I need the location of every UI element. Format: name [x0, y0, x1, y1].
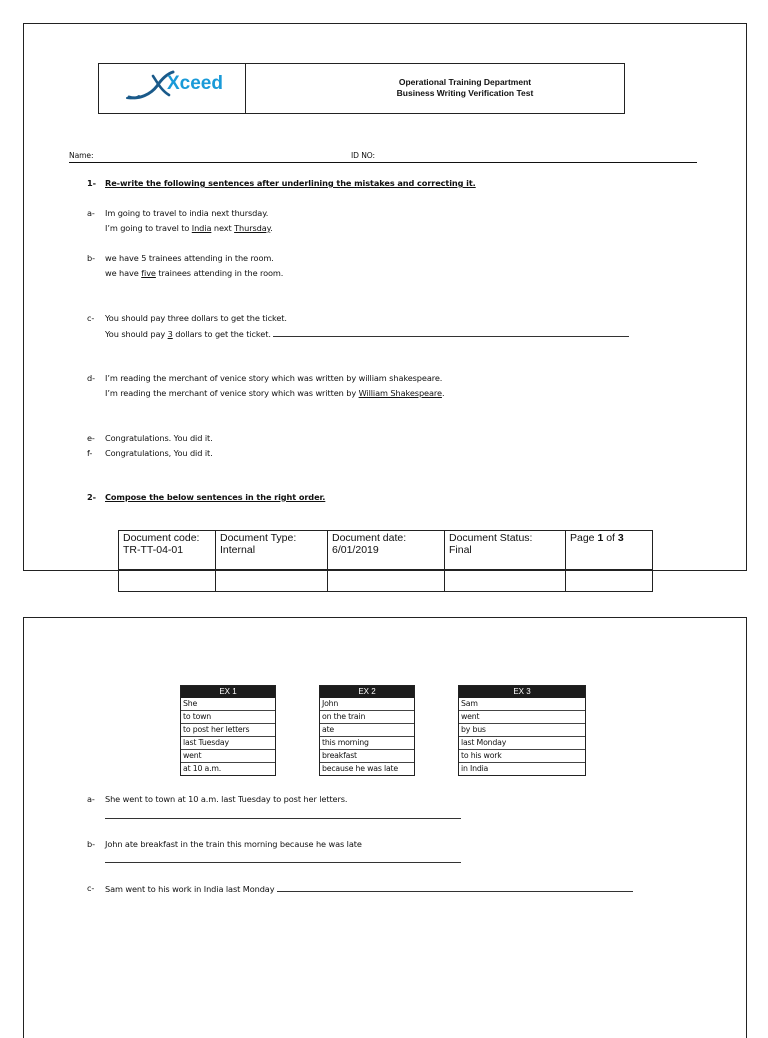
exercise-row: this morning	[320, 736, 414, 749]
exercise-row: Sam	[461, 699, 478, 708]
exercise-box-2	[319, 685, 415, 776]
exercise-row: on the train	[320, 710, 414, 723]
answer-b-line	[105, 862, 461, 863]
answer-b-text: John ate breakfast in the train this morning because he was late	[105, 839, 362, 849]
item-b-marker: b-	[87, 253, 95, 263]
exercise-row: last Monday	[459, 736, 585, 749]
document-info-table	[118, 530, 653, 592]
exercise-row: She	[183, 699, 198, 708]
item-b-original: we have 5 trainees attending in the room.	[105, 253, 274, 263]
exercise-row: ate	[320, 723, 414, 736]
exercise-row: in India	[459, 762, 585, 775]
document-header	[98, 63, 625, 114]
answer-line	[277, 883, 633, 892]
logo-text: Xceed	[167, 73, 223, 94]
item-a-original: Im going to travel to india next thursday.	[105, 208, 269, 218]
item-f-marker: f-	[87, 448, 93, 458]
department-name: Operational Training Department	[398, 77, 532, 87]
item-b-corrected: we have five trainees attending in the room.	[105, 268, 284, 278]
exercise-row: at 10 a.m.	[181, 762, 275, 775]
exercise-title: EX 1	[181, 686, 275, 698]
exercise-row: went	[459, 710, 585, 723]
answer-a-text: She went to town at 10 a.m. last Tuesday to post her letters.	[105, 794, 348, 804]
item-e-marker: e-	[87, 433, 95, 443]
empty-cell	[119, 570, 216, 592]
section-2-number: 2-	[87, 492, 96, 502]
exercise-row: breakfast	[320, 749, 414, 762]
test-name: Business Writing Verification Test	[396, 88, 534, 98]
id-label: ID NO:	[351, 151, 375, 160]
header-divider	[69, 162, 697, 163]
exercise-box-3	[458, 685, 586, 776]
item-c-original: You should pay three dollars to get the ticket.	[105, 313, 287, 323]
item-d-marker: d-	[87, 373, 95, 383]
item-a-corrected: I’m going to travel to India next Thursday.	[105, 223, 273, 233]
exercise-row: John	[322, 699, 339, 708]
exercise-row: because he was late	[320, 762, 414, 775]
item-c-marker: c-	[87, 313, 95, 323]
item-a-marker: a-	[87, 208, 95, 218]
company-logo	[99, 64, 246, 113]
department-title	[246, 64, 624, 113]
document-page-2	[23, 617, 747, 1038]
doc-status-cell: Document Status: Final	[445, 531, 566, 570]
empty-cell	[328, 570, 445, 592]
item-d-corrected: I’m reading the merchant of venice story which was written by William Shakespeare.	[105, 388, 445, 398]
item-c-corrected: You should pay 3 dollars to get the ticket.	[105, 328, 629, 339]
exercise-row: last Tuesday	[181, 736, 275, 749]
exercise-title: EX 3	[459, 686, 585, 698]
doc-date-cell: Document date: 6/01/2019	[328, 531, 445, 570]
exercise-title: EX 2	[320, 686, 414, 698]
answer-c-marker: c-	[87, 883, 95, 893]
exercise-row: went	[181, 749, 275, 762]
page-number-cell: Page 1 of 3	[566, 531, 653, 570]
doc-code-cell: Document code: TR-TT-04-01	[119, 531, 216, 570]
exercise-row: by bus	[459, 723, 585, 736]
name-label: Name:	[69, 151, 94, 160]
exercise-row: to his work	[459, 749, 585, 762]
empty-cell	[216, 570, 328, 592]
answer-b-marker: b-	[87, 839, 95, 849]
exercise-box-1	[180, 685, 276, 776]
doc-type-cell: Document Type: Internal	[216, 531, 328, 570]
answer-a-marker: a-	[87, 794, 95, 804]
empty-cell	[445, 570, 566, 592]
answer-c-text: Sam went to his work in India last Monday	[105, 883, 633, 894]
xceed-logo-icon	[99, 64, 245, 113]
section-1-number: 1-	[87, 178, 96, 188]
section-2-title: Compose the below sentences in the right order.	[105, 492, 326, 502]
answer-a-line	[105, 818, 461, 819]
item-e-text: Congratulations. You did it.	[105, 433, 213, 443]
item-d-original: I’m reading the merchant of venice story which was written by william shakespeare.	[105, 373, 443, 383]
section-1-title: Re-write the following sentences after underlining the mistakes and correcting it.	[105, 178, 476, 188]
item-f-text: Congratulations, You did it.	[105, 448, 213, 458]
exercise-row: to town	[181, 710, 275, 723]
empty-cell	[566, 570, 653, 592]
exercise-row: to post her letters	[181, 723, 275, 736]
answer-line	[273, 328, 629, 337]
